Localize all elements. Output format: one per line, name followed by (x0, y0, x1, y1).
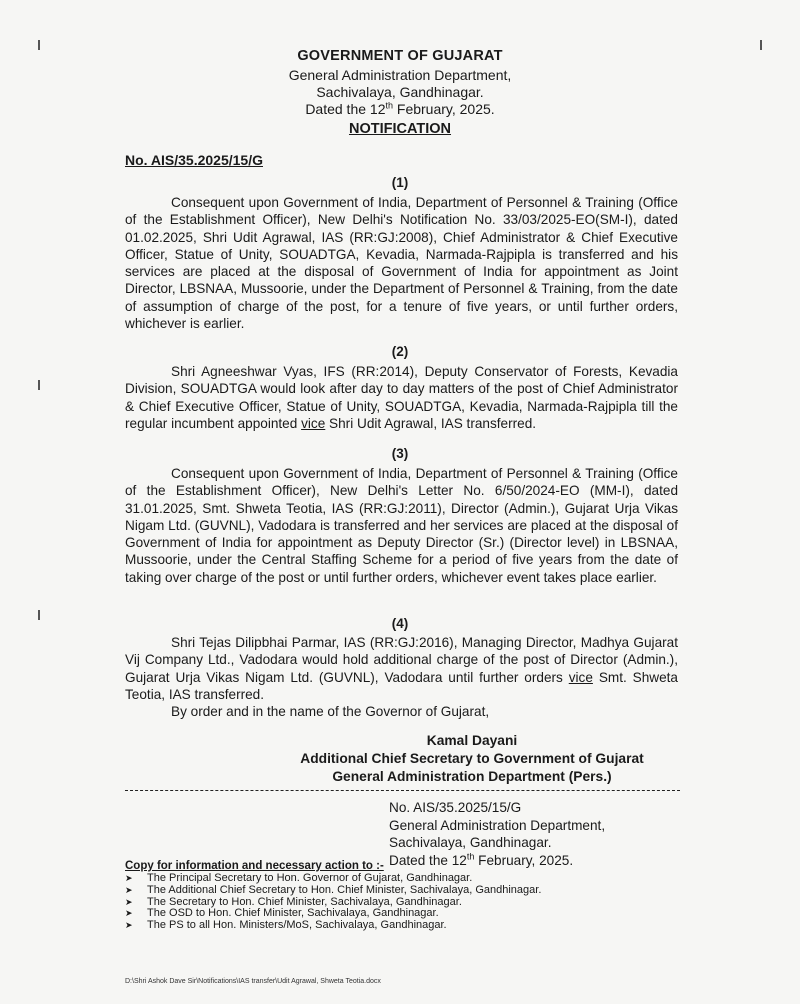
list-item-text: The Secretary to Hon. Chief Minister, Sachivalaya, Gandhinagar. (147, 895, 462, 908)
paragraph-4-text-end: Smt. Shweta Teotia, IAS transferred. (125, 669, 678, 702)
vice-word: vice (568, 669, 593, 685)
signatory-name: Kamal Dayani (426, 733, 518, 748)
list-item-text: The OSD to Hon. Chief Minister, Sachivalaya, Gandhinagar. (147, 907, 439, 920)
signatory-department: General Administration Department (Pers.) (332, 769, 612, 784)
date-suffix: February, 2025. (393, 101, 495, 117)
paragraph-4-text: Shri Tejas Dilipbhai Parmar, IAS (RR:GJ:2016), Managing Director, Madhya Gujarat Vij Company Ltd., Vadodara would hold additional charge of the post of Director (Admin.), Gujarat Urja Vikas Nigam Ltd. (GUVNL), Vadodara until further orders (125, 635, 678, 685)
paragraph-2 (125, 363, 678, 432)
endorsement-date-sup: th (466, 850, 475, 861)
paragraph-number: (2) (391, 344, 409, 359)
arrow-bullet-icon: ➤ (125, 908, 133, 919)
date-line (0, 101, 800, 117)
file-path-footer: D:\Shri Ashok Dave Sir\Notifications\IAS transfer\Udit Agrawal, Shweta Teotia.docx (125, 978, 381, 985)
scan-mark (38, 380, 40, 390)
list-item (125, 885, 541, 897)
paragraph-number: (4) (391, 616, 409, 631)
paragraph-2-text: Shri Agneeshwar Vyas, IFS (RR:2014), Deputy Conservator of Forests, Kevadia Division, SOUADTGA would look after day to day matters of the post of Chief Administrator & Chief Executive Officer, Statue of Unity, SOUADTGA, Kevadia, Narmada-Rajpipla till the regular incumbent appointed (125, 364, 678, 431)
notification-number-text: No. AIS/35.2025/15/G (125, 152, 263, 168)
notification-label: NOTIFICATION (348, 121, 452, 137)
divider (125, 790, 680, 791)
government-title: GOVERNMENT OF GUJARAT (297, 48, 503, 64)
arrow-bullet-icon: ➤ (125, 896, 133, 907)
notification-heading (0, 121, 800, 137)
arrow-bullet-icon: ➤ (125, 920, 133, 931)
address-line: Sachivalaya, Gandhinagar. (316, 84, 484, 100)
list-item-text: The Additional Chief Secretary to Hon. Chief Minister, Sachivalaya, Gandhinagar. (147, 883, 542, 896)
endorsement-department: General Administration Department, (389, 817, 606, 833)
closing-line: By order and in the name of the Governor of Gujarat, (171, 704, 490, 719)
arrow-bullet-icon: ➤ (125, 873, 133, 883)
arrow-bullet-icon: ➤ (125, 884, 133, 895)
signatory-designation: Additional Chief Secretary to Government of Gujarat (300, 751, 644, 766)
list-item-text: The PS to all Hon. Ministers/MoS, Sachivalaya, Gandhinagar. (147, 919, 447, 932)
copy-heading: Copy for information and necessary action to :- (125, 860, 384, 872)
paragraph-1: Consequent upon Government of India, Department of Personnel & Training (Office of the Establishment Officer), New Delhi's Notification No. 33/03/2025-EO(SM-I), dated 01.02.2025, Shri Udit Agrawal, IAS (RR:GJ:2008), Chief Administrator & Chief Executive Officer, Statue of Unity, SOUADTGA, Kevadia, Narmada-Rajpipla is transferred and his services are placed at the disposal of Government of India for appointment as Joint Director, LBSNAA, Mussoorie, under the Department of Personnel & Training, from the date of assumption of charge of the post, for a tenure of five years, or until further orders, whichever is earlier. (125, 195, 678, 332)
endorsement-address: Sachivalaya, Gandhinagar. (389, 835, 552, 850)
paragraph-2-text-end: Shri Udit Agrawal, IAS transferred. (325, 415, 537, 431)
endorsement-date-prefix: Dated the 12 (389, 852, 467, 868)
paragraph-number: (3) (391, 446, 409, 461)
copy-list (125, 873, 541, 932)
endorsement-date (389, 852, 605, 870)
list-item-text: The Principal Secretary to Hon. Governor of Gujarat, Gandhinagar. (147, 872, 473, 884)
department-line: General Administration Department, (288, 67, 512, 83)
list-item (125, 920, 541, 932)
notification-number (125, 152, 263, 168)
date-prefix: Dated the 12 (305, 101, 386, 117)
endorsement-number: No. AIS/35.2025/15/G (389, 800, 522, 815)
paragraph-4 (125, 634, 678, 703)
endorsement-date-suffix: February, 2025. (474, 852, 574, 868)
paragraph-number: (1) (391, 175, 409, 190)
date-sup: th (385, 100, 393, 111)
paragraph-3: Consequent upon Government of India, Department of Personnel & Training (Office of the Establishment Officer), New Delhi's Letter No. 6/50/2024-EO (MM-I), dated 31.01.2025, Smt. Shweta Teotia, IAS (RR:GJ:2011), Director (Admin.), Gujarat Urja Vikas Nigam Ltd. (GUVNL), Vadodara is transferred and her services are placed at the disposal of Government of India for appointment as Deputy Director (Sr.) (Director level) in LBSNAA, Mussoorie, under the Central Staffing Scheme for a period of five years from the date of taking over charge of the post or until further orders, whichever event takes place earlier. (125, 466, 678, 585)
vice-word: vice (301, 415, 326, 431)
endorsement-block (389, 799, 605, 869)
